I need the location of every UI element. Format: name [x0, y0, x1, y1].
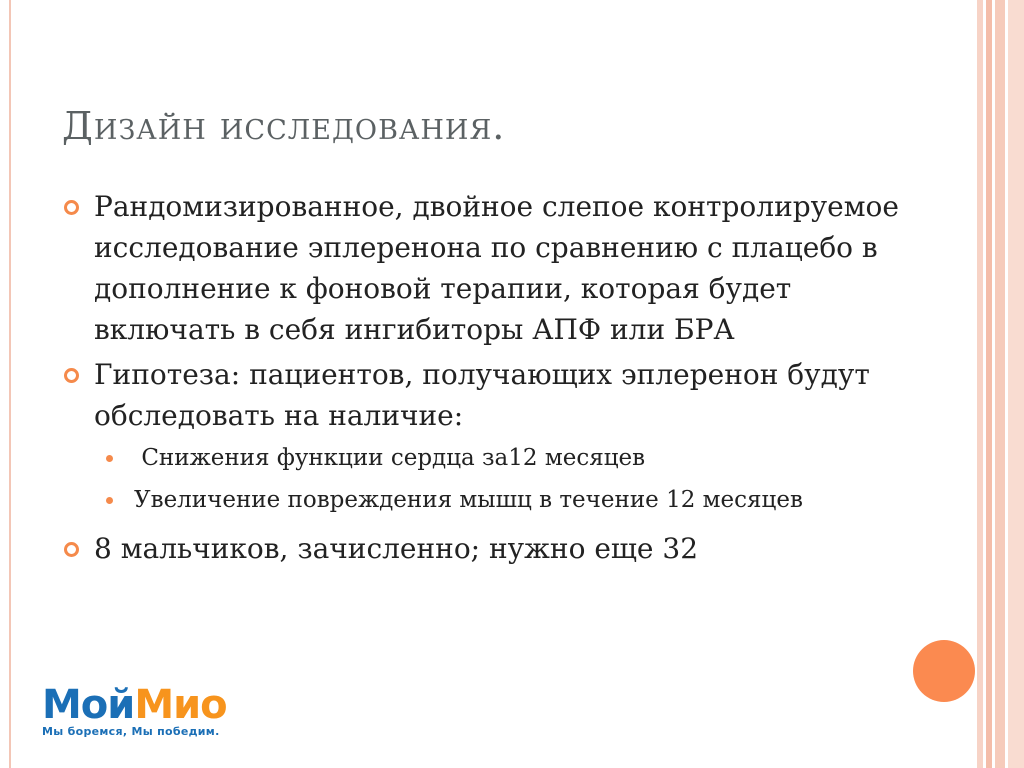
sub-bullet-text: Снижения функции сердца за12 месяцев	[134, 445, 646, 471]
slide-content	[62, 186, 922, 573]
bullet-ring-icon	[64, 542, 79, 557]
slide-title: Дизайн исследования.	[62, 104, 506, 148]
decor-stripe	[977, 0, 983, 768]
sub-bullet-list	[102, 440, 922, 518]
bullet-text: Рандомизированное, двойное слепое контролируемое исследование эплеренона по сравнению с плацебо в дополнение к фоновой терапии, которая будет включать в себя ингибиторы АПФ или БРА	[94, 190, 899, 346]
left-border-line	[9, 0, 11, 768]
sub-bullet-text: Увеличение повреждения мышц в течение 12 месяцев	[134, 487, 803, 513]
logo-wordmark	[42, 684, 282, 726]
decor-circle	[913, 640, 975, 702]
bullet-dot-icon	[106, 497, 113, 504]
bullet-item	[62, 354, 922, 436]
bullet-ring-icon	[64, 200, 79, 215]
logo-tagline: Мы боремся, Мы победим.	[42, 725, 220, 738]
decor-stripe	[995, 0, 1005, 768]
bullet-text: 8 мальчиков, зачисленно; нужно еще 32	[94, 532, 699, 565]
logo	[42, 684, 282, 744]
decor-stripe	[986, 0, 992, 768]
sub-bullet-item	[102, 440, 922, 476]
logo-part-1: Мой	[42, 682, 135, 728]
sub-bullet-item	[102, 482, 922, 518]
bullet-item	[62, 528, 922, 569]
bullet-ring-icon	[64, 368, 79, 383]
logo-part-2: Мио	[134, 682, 227, 728]
bullet-dot-icon	[106, 455, 113, 462]
decor-stripe	[1008, 0, 1024, 768]
bullet-text: Гипотеза: пациентов, получающих эплеренон будут обследовать на наличие:	[94, 358, 870, 432]
bullet-item	[62, 186, 922, 350]
